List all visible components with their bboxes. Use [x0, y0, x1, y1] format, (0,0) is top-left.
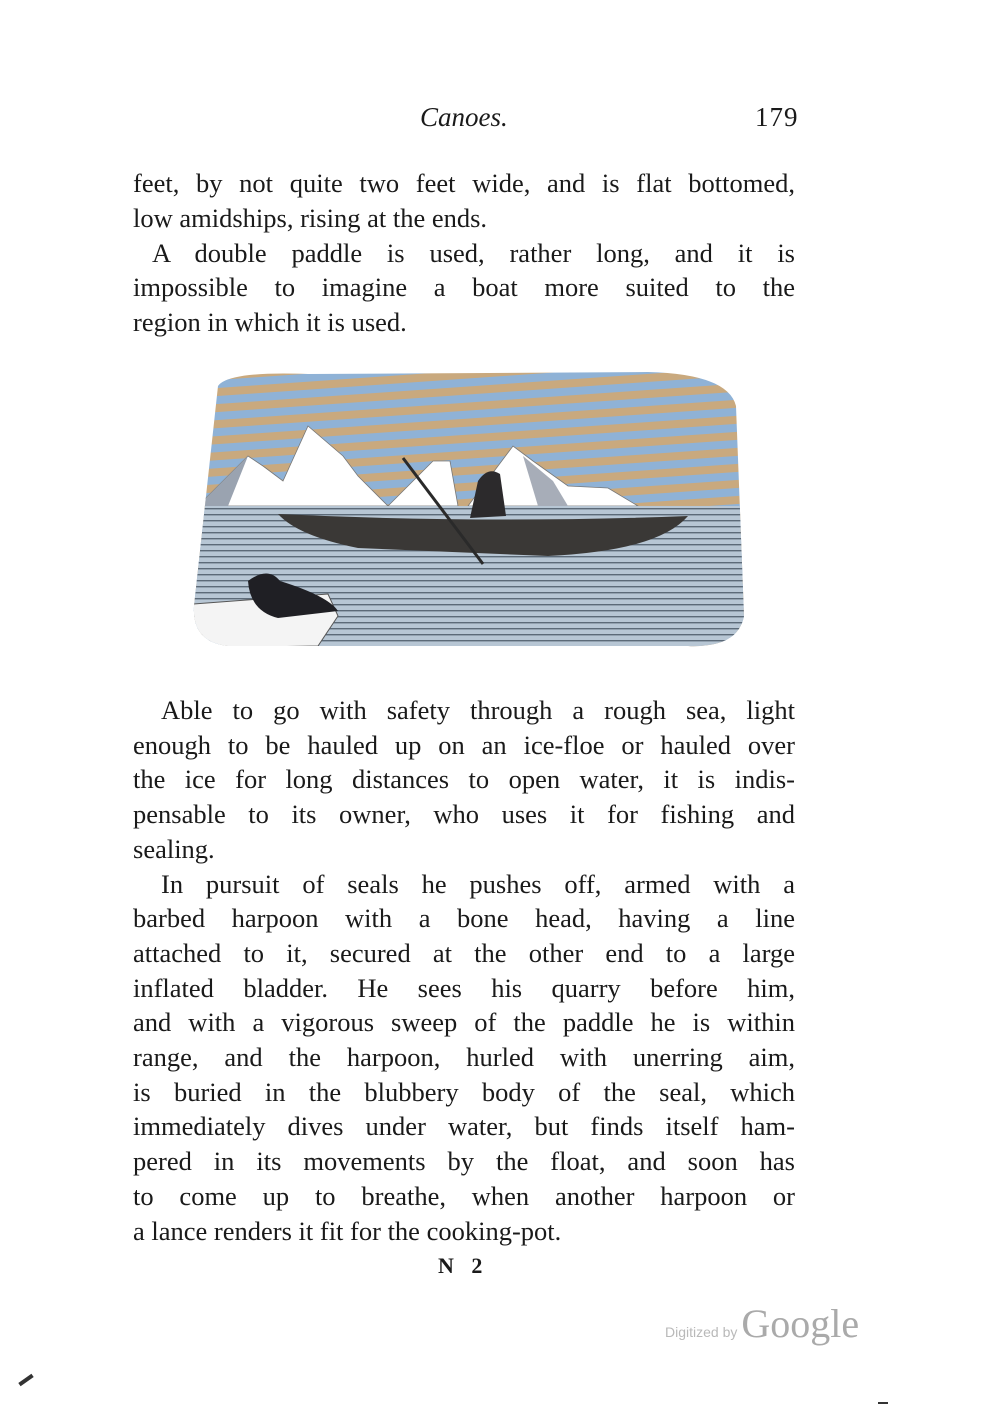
text-line: A double paddle is used, rather long, and it is [152, 237, 795, 268]
running-head: Canoes. [420, 102, 508, 132]
text-line: immediately dives under water, but finds itself ham- [133, 1111, 795, 1142]
text-line: Able to go with safety through a rough sea, light [161, 695, 795, 725]
text-line: barbed harpoon with a bone head, having a line [133, 903, 795, 934]
text-line: pered in its movements by the float, and soon has [133, 1146, 795, 1177]
watermark-brand: Google [741, 1301, 860, 1346]
kayak-illustration [188, 366, 748, 654]
text-line: is buried in the blubbery body of the seal, which [133, 1076, 795, 1107]
watermark-prefix: Digitized by [665, 1324, 738, 1340]
text-line: attached to it, secured at the other end to a large [133, 937, 795, 968]
text-line: a lance renders it fit for the cooking-pot. [133, 1215, 562, 1246]
scan-speck [18, 1374, 33, 1386]
text-line: impossible to imagine a boat more suited to the [133, 272, 795, 303]
text-line: pensable to its owner, who uses it for fishing and [133, 799, 795, 830]
text-line: inflated bladder. He sees his quarry before him, [133, 972, 795, 1003]
scan-speck [878, 1402, 888, 1404]
text-line: low amidships, rising at the ends. [133, 202, 488, 233]
text-line: feet, by not quite two feet wide, and is flat bottomed, [133, 168, 795, 198]
text-line: and with a vigorous sweep of the paddle he is within [133, 1007, 795, 1038]
digitized-by-google-watermark [665, 1300, 859, 1347]
text-line: range, and the harpoon, hurled with unerring aim, [133, 1042, 795, 1072]
text-line: region in which it is used. [133, 307, 407, 338]
text-line: sealing. [133, 833, 215, 864]
signature-mark: N 2 [438, 1253, 489, 1278]
text-line: the ice for long distances to open water, it is indis- [133, 764, 795, 795]
text-line: to come up to breathe, when another harpoon or [133, 1180, 795, 1211]
text-line: enough to be hauled up on an ice-floe or hauled over [133, 729, 795, 760]
text-line: In pursuit of seals he pushes off, armed with a [161, 868, 795, 899]
page-number: 179 [755, 102, 799, 132]
